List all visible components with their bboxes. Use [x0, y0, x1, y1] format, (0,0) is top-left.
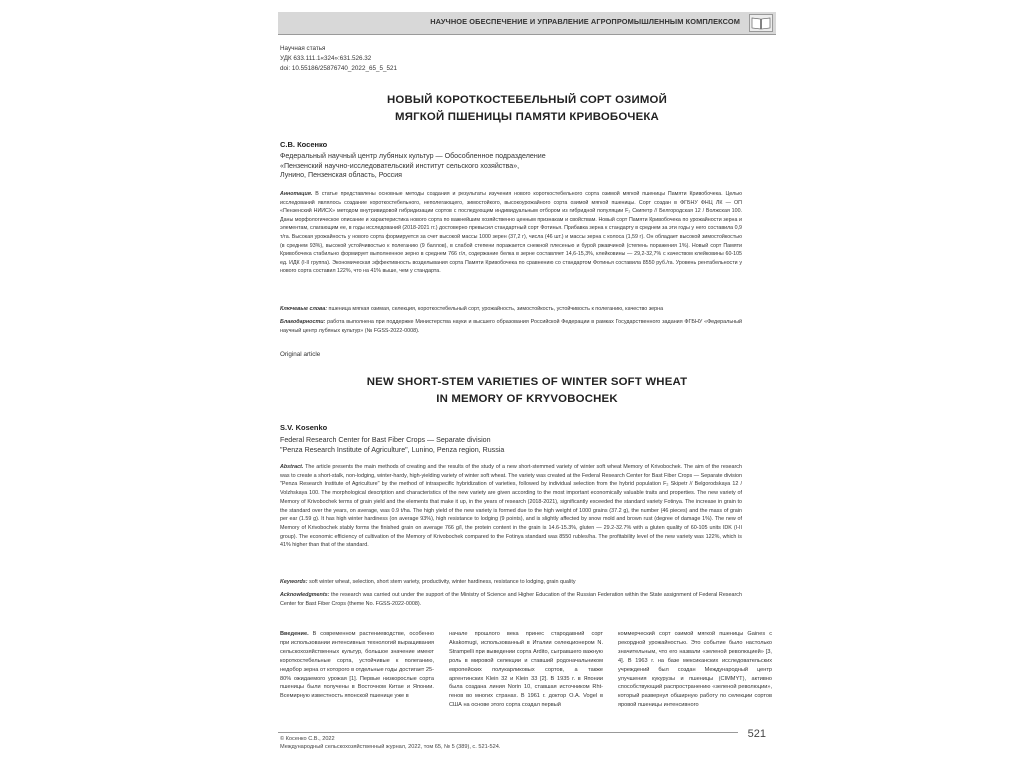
- acknowledgments-en-lead: Acknowledgments:: [280, 592, 330, 598]
- article-type-en: Original article: [280, 351, 321, 358]
- body-column-1: [280, 630, 434, 701]
- citation-text: Международный сельскохозяйственный журнал, 2022, том 65, № 5 (389), с. 521-524.: [280, 744, 501, 751]
- abstract-ru-lead: Аннотация.: [280, 191, 313, 197]
- abstract-en-text: The article presents the main methods of creating and the results of the study of a new short-stemmed variety of winter soft wheat Memory of Krivobochek. The aim of the research was to create a short-stalk, non-lodging, winter-hardy, high-yielding variety of winter soft wheat. The variety was created at the Federal Research Center for Bast Fiber Crops — Separate division "Penza Research Institute of Agriculture" by the method of intraspecific hybridization of varieties, followed by individual selection from the hybrid population F₂ Skipetr // Belgorodskaya 12 / Volzhskaya 100. The morphological description and characteristics of the new variety are given according to the most important economically valuable traits and properties. The new variety of Memory of Krivobochek terms of grain yield and the elements that make it up, in the years of research (2018-2021), significantly exceeded the standard variety Fotinya. The increase in grain to the standard over the years, on average, was 0.9 t/ha. The high yield of the new variety is formed due to the high weight of 1000 grains (37.2 g), the number (46 pieces) and the mass of grain per ear (1.59 g). It has high winter hardiness (on average 93%), high resistance to lodging (9 points), and is slightly affected by snow mold and brown rust (degree of damage 1%). The new of Memory of Krivobochek stably forms the finished grain on average 766 g/l, the protein content in the grain is 14.6-15.3%, gluten — 29.2-32.7% with a gluten quality of 60-105 units IDK (I-II group). The economic efficiency of cultivation of the Memory of Krivobochek compared to the Fotinya standard was 8550 rubles/ha. The profitability level of the new variety was 122%, which is 41% higher than that of the standard.: [280, 464, 742, 549]
- acknowledgments-en-text: the research was carried out under the support of the Ministry of Science and Higher Education of the Russian Federation within the State assignment of Federal Research Center for Bast Fiber Crops (theme No. FGSS-2022-0008).: [280, 592, 742, 607]
- body-column-3: коммерческий сорт озимой мягкой пшеницы Gaines с рекордной урожайностью. Это событие было настолько значительным, что его назвали «зеленой революцией» [3, 4]. В 1963 г. на базе мексиканских исследовательских учреждений был создан Международный центр улучшения кукурузы и пшеницы (CIMMYT), активно способствующий распространению «зеленой революции», который развернул обширную работу по селекции сортов яровой пшеницы интенсивного: [618, 631, 772, 709]
- keywords-en-text: soft winter wheat, selection, short stem variety, productivity, winter hardiness, resistance to lodging, grain quality: [309, 579, 576, 585]
- page-number: 521: [747, 728, 766, 740]
- abstract-en-lead: Abstract.: [280, 464, 304, 470]
- title-en: NEW SHORT-STEM VARIETIES OF WINTER SOFT WHEAT IN MEMORY OF KRYVOBOCHEK: [366, 376, 688, 405]
- keywords-ru: [280, 305, 742, 314]
- udc-code: УДК 633.111.1«324»:631.526.32: [280, 55, 372, 62]
- keywords-ru-text: пшеница мягкая озимая, селекция, короткостебельный сорт, урожайность, зимостойкость, устойчивость к полеганию, качество зерна: [328, 306, 664, 312]
- book-icon: [749, 14, 773, 32]
- copyright-text: © Косенко С.В., 2022: [280, 736, 335, 742]
- keywords-ru-lead: Ключевые слова:: [280, 306, 328, 312]
- acknowledgments-ru: [280, 318, 742, 335]
- article-type-ru: Научная статья: [280, 45, 326, 52]
- author-en: S.V. Kosenko: [280, 423, 328, 432]
- body-column-1-text: В современном растениеводстве, особенно при использовании интенсивных технологий выращивания сельскохозяйственных культур, большое значение имеют короткостебельные сорта, устойчивые к полеганию, недобор зерна от которого в отдельные годы достигает 25-80% ожидаемого урожая [1]. Первые низкорослые сорта пшеницы были получены в Восточном Китае и Японии. Всемирную известность японской пшенице уже в: [280, 631, 434, 700]
- title-ru: НОВЫЙ КОРОТКОСТЕБЕЛЬНЫЙ СОРТ ОЗИМОЙ МЯГКОЙ ПШЕНИЦЫ ПАМЯТИ КРИВОБОЧЕКА: [387, 94, 667, 123]
- acknowledgments-en: [280, 591, 742, 608]
- affiliation-en: Federal Research Center for Bast Fiber Crops — Separate division "Penza Research Institute of Agriculture", Lunino, Penza region, Russia: [280, 436, 505, 454]
- body-column-2: начале прошлого века принес стародавний сорт Akakomugi, использованный в Италии селекционером N. Strampelli при выведении сорта Ardito, сыгравшего важную роль в мировой селекции и ставший родоначальником европейских полукарликовых сортов, а также аргентинских Klein 32 и Klein 33 [2]. В 1935 г. в Японии была создана линия Norin 10, ставшая источником Rht-генов во многих странах. В 1961 г. доктор О.А. Vogel в США на основе этого сорта создал первый: [449, 631, 603, 709]
- abstract-en: [280, 463, 742, 550]
- article-meta: [280, 44, 397, 74]
- keywords-en-lead: Keywords:: [280, 579, 308, 585]
- journal-header: [278, 12, 776, 35]
- introduction-heading: Введение.: [280, 631, 309, 637]
- keywords-en: [280, 578, 742, 587]
- affiliation-ru: Федеральный научный центр лубяных культур — Обособленное подразделение «Пензенский научно-исследовательский институт сельского хозяйства», Лунино, Пензенская область, Россия: [280, 152, 546, 180]
- page-footer: [280, 735, 500, 752]
- journal-section-title: НАУЧНОЕ ОБЕСПЕЧЕНИЕ И УПРАВЛЕНИЕ АГРОПРОМЫШЛЕННЫМ КОМПЛЕКСОМ: [430, 17, 740, 26]
- doi-link[interactable]: doi: 10.55186/25876740_2022_65_5_521: [280, 65, 397, 72]
- abstract-ru-text: В статье представлены основные методы создания и результаты изучения нового короткостебельного сорта озимой мягкой пшеницы Памяти Кривобочека. Целью исследований являлось создание короткостебельного, неполегающего, зимостойкого, высокоурожайного сорта озимой мягкой пшеницы. Сорт создан в ФГБНУ ФНЦ ЛК — ОП «Пензенский НИИСХ» методом внутривидовой гибридизации сортов с последующим индивидуальным отбором из гибридной популяции F₂ Скипетр // Белгородская 12 / Волжская 100. Даны морфологическое описание и характеристика нового сорта по важнейшим хозяйственно ценным признакам и свойствам. Новый сорт Памяти Кривобочека по урожайности зерна и элементам, слагающим ее, в годы исследований (2018-2021 гг.) достоверно превысил стандартный сорт Фотинья. Прибавка зерна к стандарту в среднем за эти годы у него составила 0,9 т/га. Высокая урожайность у нового сорта формируется за счет высокой массы 1000 зерен (37,2 г), числа (46 шт.) и массы зерна с колоса (1,59 г). Он обладает высокой зимостойкостью (в среднем 93%), высокой устойчивостью к полеганию (9 баллов), в слабой степени поражается снежной плесенью и бурой ржавчиной (степень поражения 1%). Новый сорт Памяти Кривобочека стабильно формирует выполненное зерно в среднем 766 г/л, содержание белка в зерне составляет 14,6-15,3%, клейковины — 29,2-32,7% с качеством клейковины 60-105 ед. ИДК (I-II группа). Экономическая эффективность возделывания сорта Памяти Кривобочека по сравнению со стандартом Фотинья составила 8550 руб./га. Уровень рентабельности у нового сорта составил 122%, что на 41% выше, чем у стандарта.: [280, 191, 742, 275]
- abstract-ru: [280, 190, 742, 276]
- author-ru: С.В. Косенко: [280, 140, 328, 149]
- acknowledgments-ru-text: работа выполнена при поддержке Министерства науки и высшего образования Российской Федерации в рамках Государственного задания ФГБНУ «Федеральный научный центр лубяных культур» (№ FGSS-2022-0008).: [280, 319, 742, 334]
- acknowledgments-ru-lead: Благодарности:: [280, 319, 326, 325]
- footer-divider: [278, 732, 738, 733]
- journal-page: [278, 0, 776, 768]
- body-columns: [280, 630, 775, 726]
